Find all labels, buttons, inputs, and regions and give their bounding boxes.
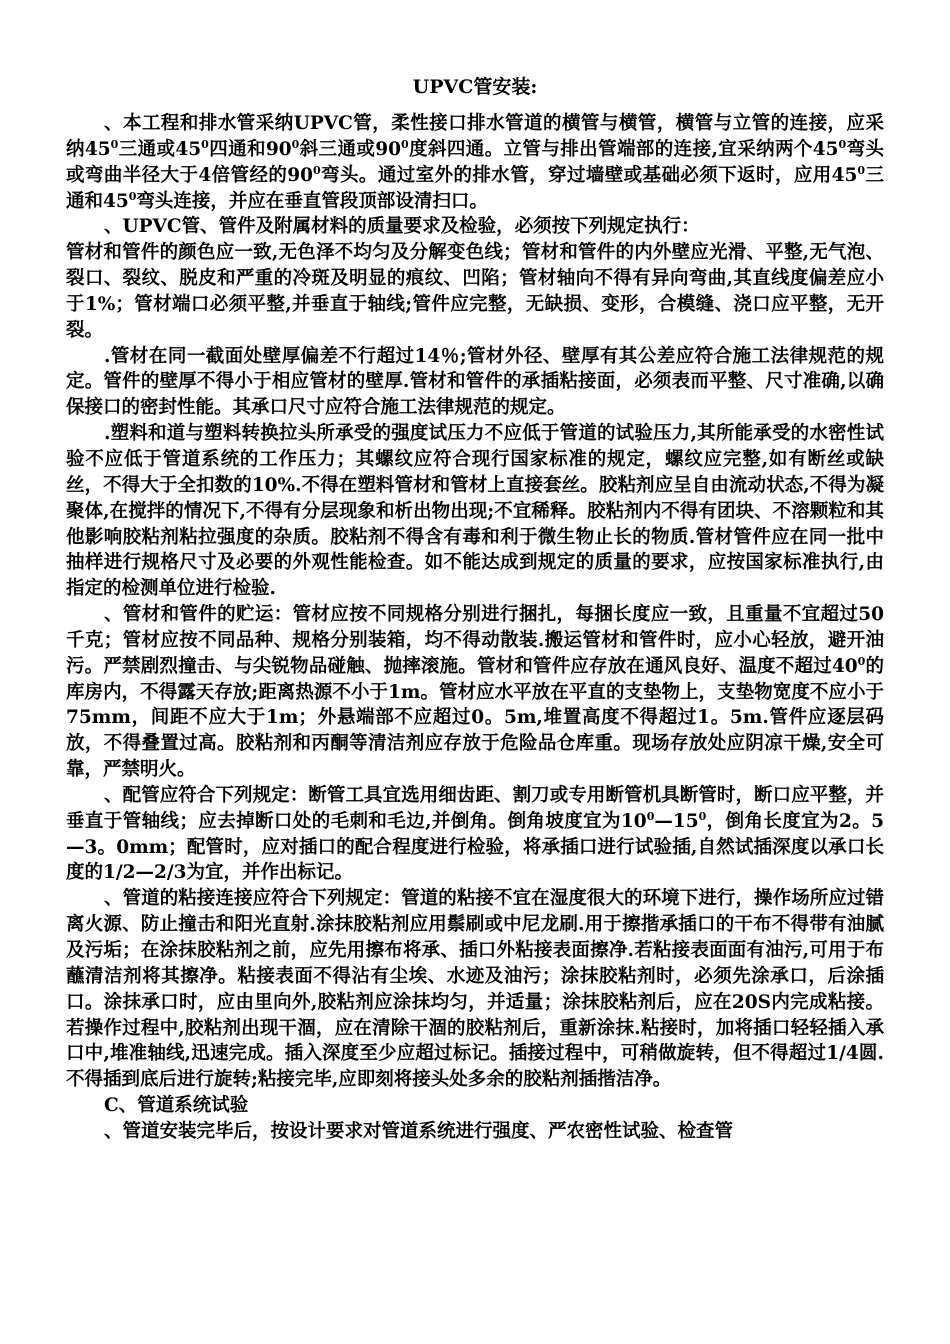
degree-mark: 0 (646, 809, 655, 823)
degree-mark: 0 (857, 654, 866, 668)
text-run: 三通或45 (118, 138, 202, 160)
paragraph-storage-transport (66, 602, 884, 783)
text-run: 度斜四通。立管与排出管端部的连接,宜采纳两个45 (408, 138, 839, 160)
text-run: 弯头。通过室外的排水管，穿过墙壁或基础必须下返时，应用45 (320, 164, 858, 186)
paragraph-pipe-cutting (66, 783, 884, 886)
text-run: 的库房内，不得露天存放;距离热源不小于1m。管材应水平放在平直的支垫物上，支垫物宽度不应小于75mm，间距不应大于1m；外悬端部不应超过0。5m,堆置高度不得超过1。5m.管件应逐层码放，不得叠置过高。胶粘剂和丙酮等清洁剂应存放于危险品仓库重。现场存放处应阴凉干燥,安全可靠，严禁明火。 (66, 655, 884, 781)
degree-mark: 0 (698, 809, 707, 823)
paragraph-wall-thickness: .管材在同一截面处壁厚偏差不行超过14％;管材外径、壁厚有其公差应符合施工法律规范的规定。管件的壁厚不得小于相应管材的壁厚.管材和管件的承插粘接面，必须表而平整、尺寸准确,以确保接口的密封性能。其承口尺寸应符合施工法律规范的规定。 (66, 345, 884, 419)
paragraph-bonding: 、管道的粘接连接应符合下列规定：管道的粘接不宜在湿度很大的环境下进行，操作场所应过错离火源、防止撞击和阳光直射.涂抹胶粘剂应用鬃刷或中尼龙刷.用于擦揩承插口的干布不得带有油腻及污垢；在涂抹胶粘剂之前，应先用擦布将承、插口外粘接表面擦净.若粘接表面面有油污,可用于布蘸清洁剂将其擦净。粘接表面不得沾有尘埃、水迹及油污；涂抹胶粘剂时，必须先涂承口，后涂插口。涂抹承口时，应由里向外,胶粘剂应涂抹均匀，并适量；涂抹胶粘剂后，应在20S内完成粘接。若操作过程中,胶粘剂出现干涸，应在清除干涸的胶粘剂后，重新涂抹.粘接时，加将插口轻轻插入承口中,堆准轴线,迅速完成。插入深度至少应超过标记。插接过程中，可稍做旋转，但不得超过1/4圆.不得插到底后进行旋转;粘接完毕,应即刻将接头处多余的胶粘剂插揩洁净。 (66, 888, 884, 1091)
degree-mark: 0 (857, 163, 866, 177)
degree-mark: 0 (313, 163, 321, 177)
paragraph-pressure-adhesive: .塑料和道与塑料转换拉头所承受的强度试压力不应低于管道的试验压力,其所能承受的水密性试验不应低于管道系统的工作压力；其螺纹应符合现行国家标准的规定，螺纹应完整,如有断丝或缺丝，不得大于全扣数的10%.不得在塑料管材和管材上直接套丝。胶粘剂应呈自由流动状态,不得为凝聚体,在搅拌的情况下,不得有分层现象和析出物出现;不宜稀释。胶粘剂内不得有团块、不溶颗粒和其他影响胶粘剂粘拉强度的杂质。胶粘剂不得含有毒和利于微生物止长的物质.管材管件应在同一批中抽样进行规格尺寸及必要的外观性能检查。如不能达成到规定的质量的要求，应按国家标准执行,由指定的检测单位进行检验. (66, 423, 884, 600)
document-body (66, 111, 884, 1145)
paragraph-system-test: 、管道安装完毕后，按设计要求对管道系统进行强度、严农密性试验、检查管 (104, 1120, 734, 1142)
text-run: 弯头连接，并应在垂直管段顶部设清扫口。 (136, 190, 488, 212)
degree-mark: 0 (838, 137, 847, 151)
degree-mark: 0 (291, 137, 300, 151)
text-run: —15 (654, 810, 699, 832)
text-run: ，倒角长度宜为2。5—3。0mm；配管时，应对插口的配合程度进行检验，将承插口进行试验插,自然试插深度以承口长度的1/2—2/3为宜，并作出标记。 (66, 810, 884, 884)
text-run: 、本工程和排水管采纳UPVC管，柔性接口排水管道的横管与横管，横管与立管的连接，应采纳45 (66, 113, 884, 160)
text-run: 、配管应符合下列规定：断管工具宜选用细齿距、割刀或专用断管机具断管时，断口应平整，并垂直于管轴线；应去掉断口处的毛刺和毛边,并倒角。倒角坡度宜为10 (66, 784, 884, 832)
page-title: UPVC管安装: (412, 76, 538, 98)
paragraph-pipe-connection (66, 111, 884, 214)
degree-mark: 0 (128, 189, 137, 203)
text-run: 三通和45 (66, 164, 884, 212)
degree-mark: 0 (201, 137, 209, 151)
degree-mark: 0 (401, 137, 409, 151)
paragraph-quality-requirements: 、UPVC管、管件及附属材料的质量要求及检验，必须按下列规定执行： (104, 216, 700, 238)
text-run: 斜三通或90 (299, 138, 402, 160)
text-run: 弯头或弯曲半径大于4倍管经的90 (66, 138, 884, 186)
section-heading-system-test: C、管道系统试验 (104, 1095, 249, 1117)
degree-mark: 0 (110, 137, 119, 151)
text-run: 四通和90 (208, 138, 292, 160)
paragraph-appearance: 管材和管件的颜色应一致,无色泽不均匀及分解变色线；管材和管件的内外壁应光滑、平整,无气泡、裂口、裂纹、脱皮和严重的冷斑及明显的痕纹、凹陷；管材轴向不得有异向弯曲,其直线度偏差应小于1%；管材端口必须平整,并垂直于轴线;管件应完整，无缺损、变形，合模缝、浇口应平整，无开裂。 (66, 242, 884, 341)
text-run: 、管材和管件的贮运：管材应按不同规格分别进行捆扎，每捆长度应一致，且重量不宜超过50千克；管材应按不同品种、规格分别装箱，均不得动散装.搬运管材和管件时，应小心轻放，避开油污。严禁剧烈撞击、与尖锐物品碰触、抛摔滚施。管材和管件应存放在通风良好、温度不超过40 (66, 604, 884, 677)
